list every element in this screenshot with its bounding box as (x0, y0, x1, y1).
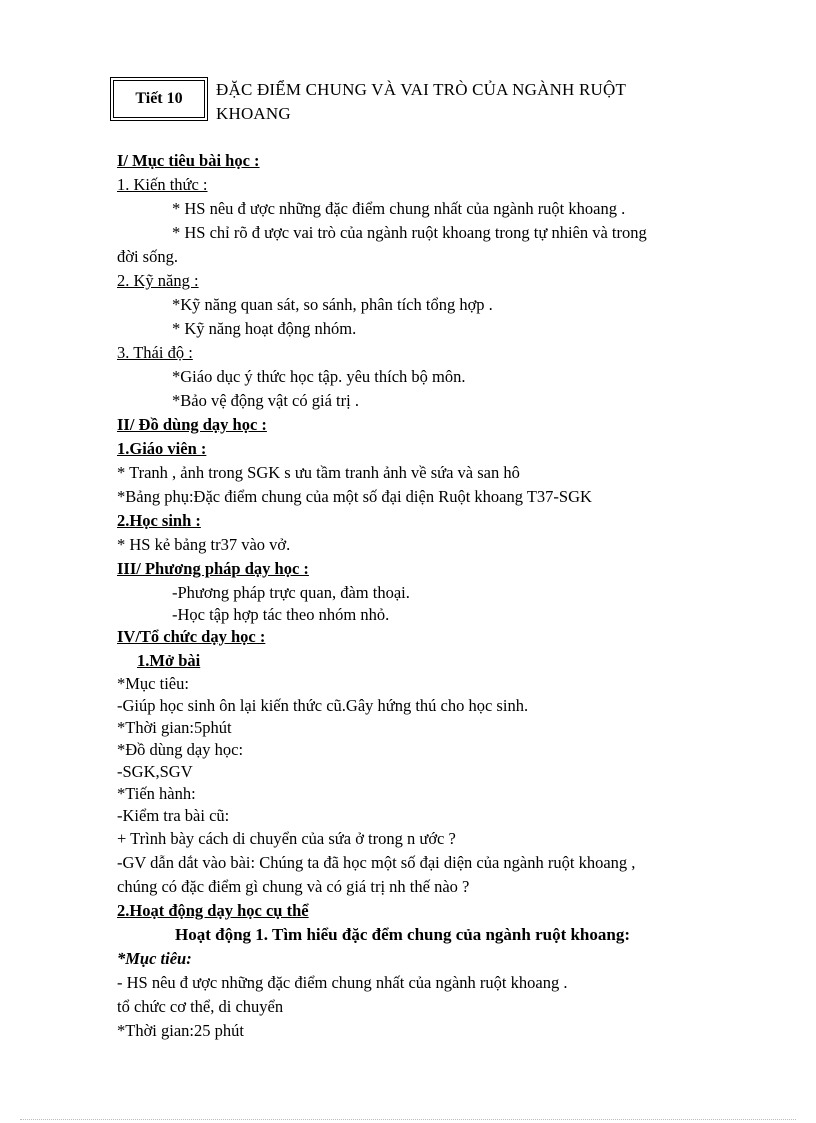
subsection-attitude: 3. Thái độ : (117, 343, 193, 362)
opening-heading: 1.Mở bài (137, 651, 201, 670)
lesson-title-line-2: KHOANG (216, 104, 291, 123)
opening-review-question: + Trình bày cách di chuyển của sứa ở trong n ước ? (117, 829, 456, 848)
activity-1-objective-label: *Mục tiêu: (117, 949, 192, 968)
skills-item-2: * Kỹ năng hoạt động nhóm. (172, 319, 357, 338)
opening-materials-label: *Đồ dùng dạy học: (117, 740, 244, 759)
student-item-1: * HS kẻ bảng tr37 vào vở. (117, 535, 291, 554)
teacher-item-1: * Tranh , ảnh trong SGK s ưu tầm tranh ảnh về sứa và san hô (117, 463, 520, 482)
knowledge-item-2-cont: đời sống. (117, 247, 178, 266)
opening-intro-line-2: chúng có đặc điểm gì chung và có giá trị nh thế nào ? (117, 877, 470, 896)
lesson-number-box (113, 80, 205, 118)
attitude-item-1: *Giáo dục ý thức học tập. yêu thích bộ môn. (172, 367, 466, 386)
section-2-heading: II/ Đồ dùng dạy học : (117, 415, 267, 434)
activity-1-objective: - HS nêu đ ược những đặc điểm chung nhất của ngành ruột khoang . (117, 973, 568, 992)
activities-heading: 2.Hoạt động dạy học cụ thể (117, 901, 309, 920)
lesson-title (216, 78, 696, 126)
opening-review-label: -Kiểm tra bài cũ: (117, 806, 230, 825)
method-item-2: -Học tập hợp tác theo nhóm nhỏ. (172, 605, 390, 624)
activity-1-objective-cont: tổ chức cơ thể, di chuyển (117, 997, 284, 1016)
attitude-item-2: *Bảo vệ động vật có giá trị . (172, 391, 359, 410)
page-bottom-rule (20, 1119, 796, 1120)
student-heading: 2.Học sinh : (117, 511, 201, 530)
opening-time: *Thời gian:5phút (117, 718, 232, 737)
knowledge-item-1: * HS nêu đ ược những đặc điểm chung nhất của ngành ruột khoang . (172, 199, 626, 218)
section-1-heading: I/ Mục tiêu bài học : (117, 151, 260, 170)
section-3-heading: III/ Phương pháp dạy học : (117, 559, 309, 578)
opening-materials: -SGK,SGV (117, 762, 193, 781)
opening-intro-line-1: -GV dẫn dắt vào bài: Chúng ta đã học một số đại diện của ngành ruột khoang , (117, 853, 636, 872)
teacher-item-2: *Bảng phụ:Đặc điểm chung của một số đại diện Ruột khoang T37-SGK (117, 487, 592, 506)
lesson-number: Tiết 10 (135, 90, 183, 107)
activity-1-heading: Hoạt động 1. Tìm hiểu đặc đểm chung của ngành ruột khoang: (175, 925, 631, 944)
method-item-1: -Phương pháp trực quan, đàm thoại. (172, 583, 410, 602)
opening-objective: -Giúp học sinh ôn lại kiến thức cũ.Gây hứng thú cho học sinh. (117, 696, 529, 715)
activity-1-time: *Thời gian:25 phút (117, 1021, 244, 1040)
opening-procedure-label: *Tiến hành: (117, 784, 196, 803)
subsection-knowledge: 1. Kiến thức : (117, 175, 208, 194)
teacher-heading: 1.Giáo viên : (117, 439, 207, 458)
opening-objective-label: *Mục tiêu: (117, 674, 189, 693)
knowledge-item-2: * HS chỉ rõ đ ược vai trò của ngành ruột khoang trong tự nhiên và trong (172, 223, 647, 242)
lesson-title-line-1: ĐẶC ĐIỂM CHUNG VÀ VAI TRÒ CỦA NGÀNH RUỘT (216, 80, 627, 99)
skills-item-1: *Kỹ năng quan sát, so sánh, phân tích tổng hợp . (172, 295, 493, 314)
section-4-heading: IV/Tổ chức dạy học : (117, 627, 266, 646)
subsection-skills: 2. Kỹ năng : (117, 271, 199, 290)
